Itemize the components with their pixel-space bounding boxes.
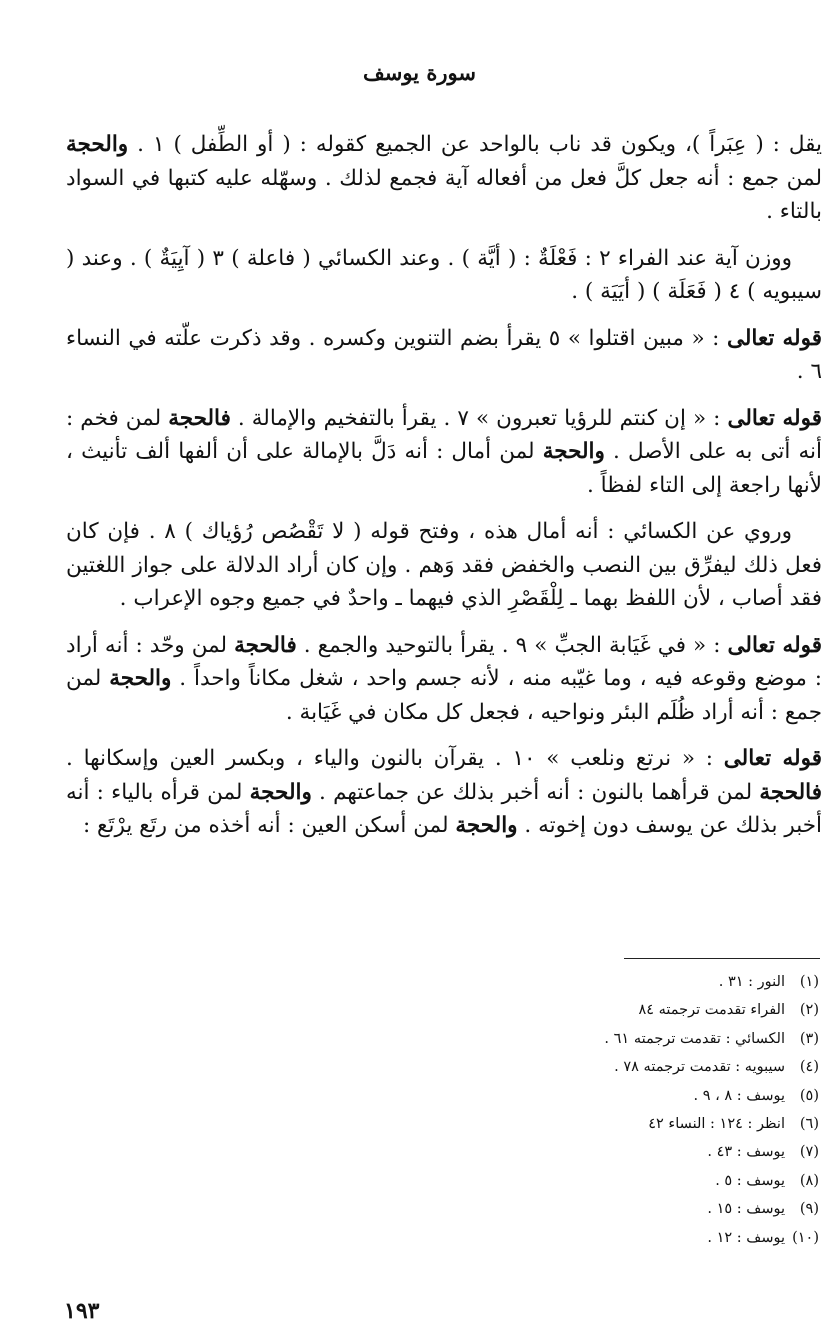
paragraph [66, 128, 822, 229]
text-segment: لمن جمع : أنه أراد ظُلَم البئر ونواحيه ، فجعل كل مكان في غَيَابة . [66, 666, 822, 725]
paragraph [66, 402, 822, 503]
text-segment: : « إن كنتم للرؤيا تعبرون » ٧ . يقرأ بالتفخيم والإمالة . [230, 405, 728, 431]
footnote-text: النور : ٣١ . [718, 974, 785, 990]
text-segment: لمن قرأهما بالنون : أنه أخبر بذلك عن جماعتهم . [311, 779, 760, 805]
bold-term: فالحجة [234, 632, 297, 658]
footnote-number: (٧) [799, 1144, 819, 1161]
text-segment: يقل : ( عِبَراً )، ويكون قد ناب بالواحد عن الجميع كقوله : ( أو الطِّفل ) ١ . [128, 132, 822, 157]
text-segment: لمن أمال : أنه دَلَّ بالإمالة على أن ألفها ألف تأنيث ، لأنها راجعة إلى التاء لفظاً . [66, 439, 822, 498]
footnote-item [399, 1053, 819, 1081]
footnote-number: (٦) [799, 1116, 819, 1133]
bold-term: قوله تعالى [723, 746, 822, 771]
text-segment: لمن قرأه بالياء : أنه أخبر بذلك عن يوسف دون إخوته . [66, 779, 822, 838]
bold-term: قوله تعالى [727, 632, 823, 658]
footnote-number: (٤) [799, 1059, 819, 1076]
paragraph [66, 515, 822, 616]
paragraph [66, 322, 822, 389]
main-text [66, 128, 822, 856]
footnote-text: يوسف : ٨ ، ٩ . [693, 1087, 785, 1104]
footnote-number: (٥) [799, 1087, 819, 1104]
footnote-number: (٣) [799, 1030, 819, 1047]
bold-term: والحجة [66, 132, 129, 157]
text-segment: وروي عن الكسائي : أنه أمال هذه ، وفتح قوله ( لا تَقْصُص رُؤياك ) ٨ . فإن كان فعل ذلك ليفرِّق بين النصب والخفض فقد وَهم . وإن كان أراد الدلالة على جواز اللغتين فقد أصاب ، لأن اللفظ بهما ـ لِلْقَصْرِ الذي فيهما ـ واحدٌ في جميع وجوه الإعراب . [66, 519, 822, 611]
paragraph [66, 242, 822, 309]
page-header [0, 60, 839, 85]
bold-term: قوله تعالى [726, 325, 822, 351]
page-number: ١٩٣ [64, 1298, 100, 1324]
bold-term: والحجة [455, 813, 518, 838]
footnote-item [399, 1138, 819, 1166]
footnote-item [399, 1167, 819, 1195]
footnotes [399, 968, 819, 1252]
footnote-number: (٩) [799, 1201, 819, 1218]
bold-term: والحجة [542, 439, 605, 464]
bold-term: قوله تعالى [727, 405, 822, 431]
footnote-text: سيبويه : تقدمت ترجمته ٧٨ . [614, 1059, 785, 1076]
text-segment: ووزن آية عند الفراء ٢ : فَعْلَةٌ : ( أيَّة ) . وعند الكسائي ( فاعلة ) ٣ ( آيِيَةٌ ) . وعند ( سيبويه ) ٤ ( فَعَلَة ) ( أيَيَة ) . [66, 245, 822, 304]
footnote-item [399, 968, 819, 996]
bold-term: فالحجة [168, 405, 231, 431]
bold-term: فالحجة [759, 779, 823, 805]
footnote-item [399, 1082, 819, 1110]
bold-term: والحجة [249, 779, 312, 805]
text-segment: : « في غَيَابة الجبِّ » ٩ . يقرأ بالتوحيد والجمع . [296, 632, 728, 658]
footnote-number: (١٠) [792, 1229, 819, 1246]
text-segment: : « مبين اقتلوا » ٥ يقرأ بضم التنوين وكسره . وقد ذكرت علّته في النساء ٦ . [66, 325, 822, 384]
text-segment: : « نرتع ونلعب » ١٠ . يقرآن بالنون والياء ، وبكسر العين وإسكانها . [66, 746, 724, 771]
footnote-number: (١) [799, 974, 819, 990]
footnote-item [399, 996, 819, 1024]
footnote-item [399, 1195, 819, 1223]
footnote-text: انظر : ١٢٤ : النساء ٤٢ [648, 1116, 785, 1133]
footnote-item [399, 1224, 819, 1252]
paragraph [66, 742, 822, 843]
footnote-item [399, 1025, 819, 1053]
footnote-text: يوسف : ٥ . [715, 1172, 785, 1189]
footnote-text: يوسف : ٤٣ . [707, 1144, 785, 1161]
text-segment: لمن أسكن العين : أنه أخذه من رتَع يرْتَع : [82, 813, 456, 838]
footnote-number: (٨) [799, 1172, 819, 1189]
bold-term: والحجة [109, 666, 172, 691]
text-segment: لمن جمع : أنه جعل كلَّ فعل من أفعاله آية فجمع لذلك . وسهّله عليه كتبها في السواد بالتاء . [66, 165, 822, 224]
text-segment: لمن وحّد : أنه أراد : موضع وقوعه فيه ، وما غيّبه منه ، لأنه جسم واحد ، شغل مكاناً واحداً . [66, 632, 822, 691]
footnote-text: يوسف : ١٢ . [707, 1229, 785, 1246]
chapter-title: سورة يوسف [363, 60, 476, 85]
footnote-text: الكسائي : تقدمت ترجمته ٦١ . [604, 1030, 785, 1047]
footnote-number: (٢) [799, 1002, 819, 1019]
footnote-divider [624, 958, 820, 959]
paragraph [66, 629, 822, 730]
footnote-text: يوسف : ١٥ . [707, 1201, 785, 1218]
footnote-text: الفراء تقدمت ترجمته ٨٤ [638, 1002, 785, 1019]
footnote-item [399, 1110, 819, 1138]
text-segment: لمن فخم : أنه أتى به على الأصل . [66, 405, 822, 464]
